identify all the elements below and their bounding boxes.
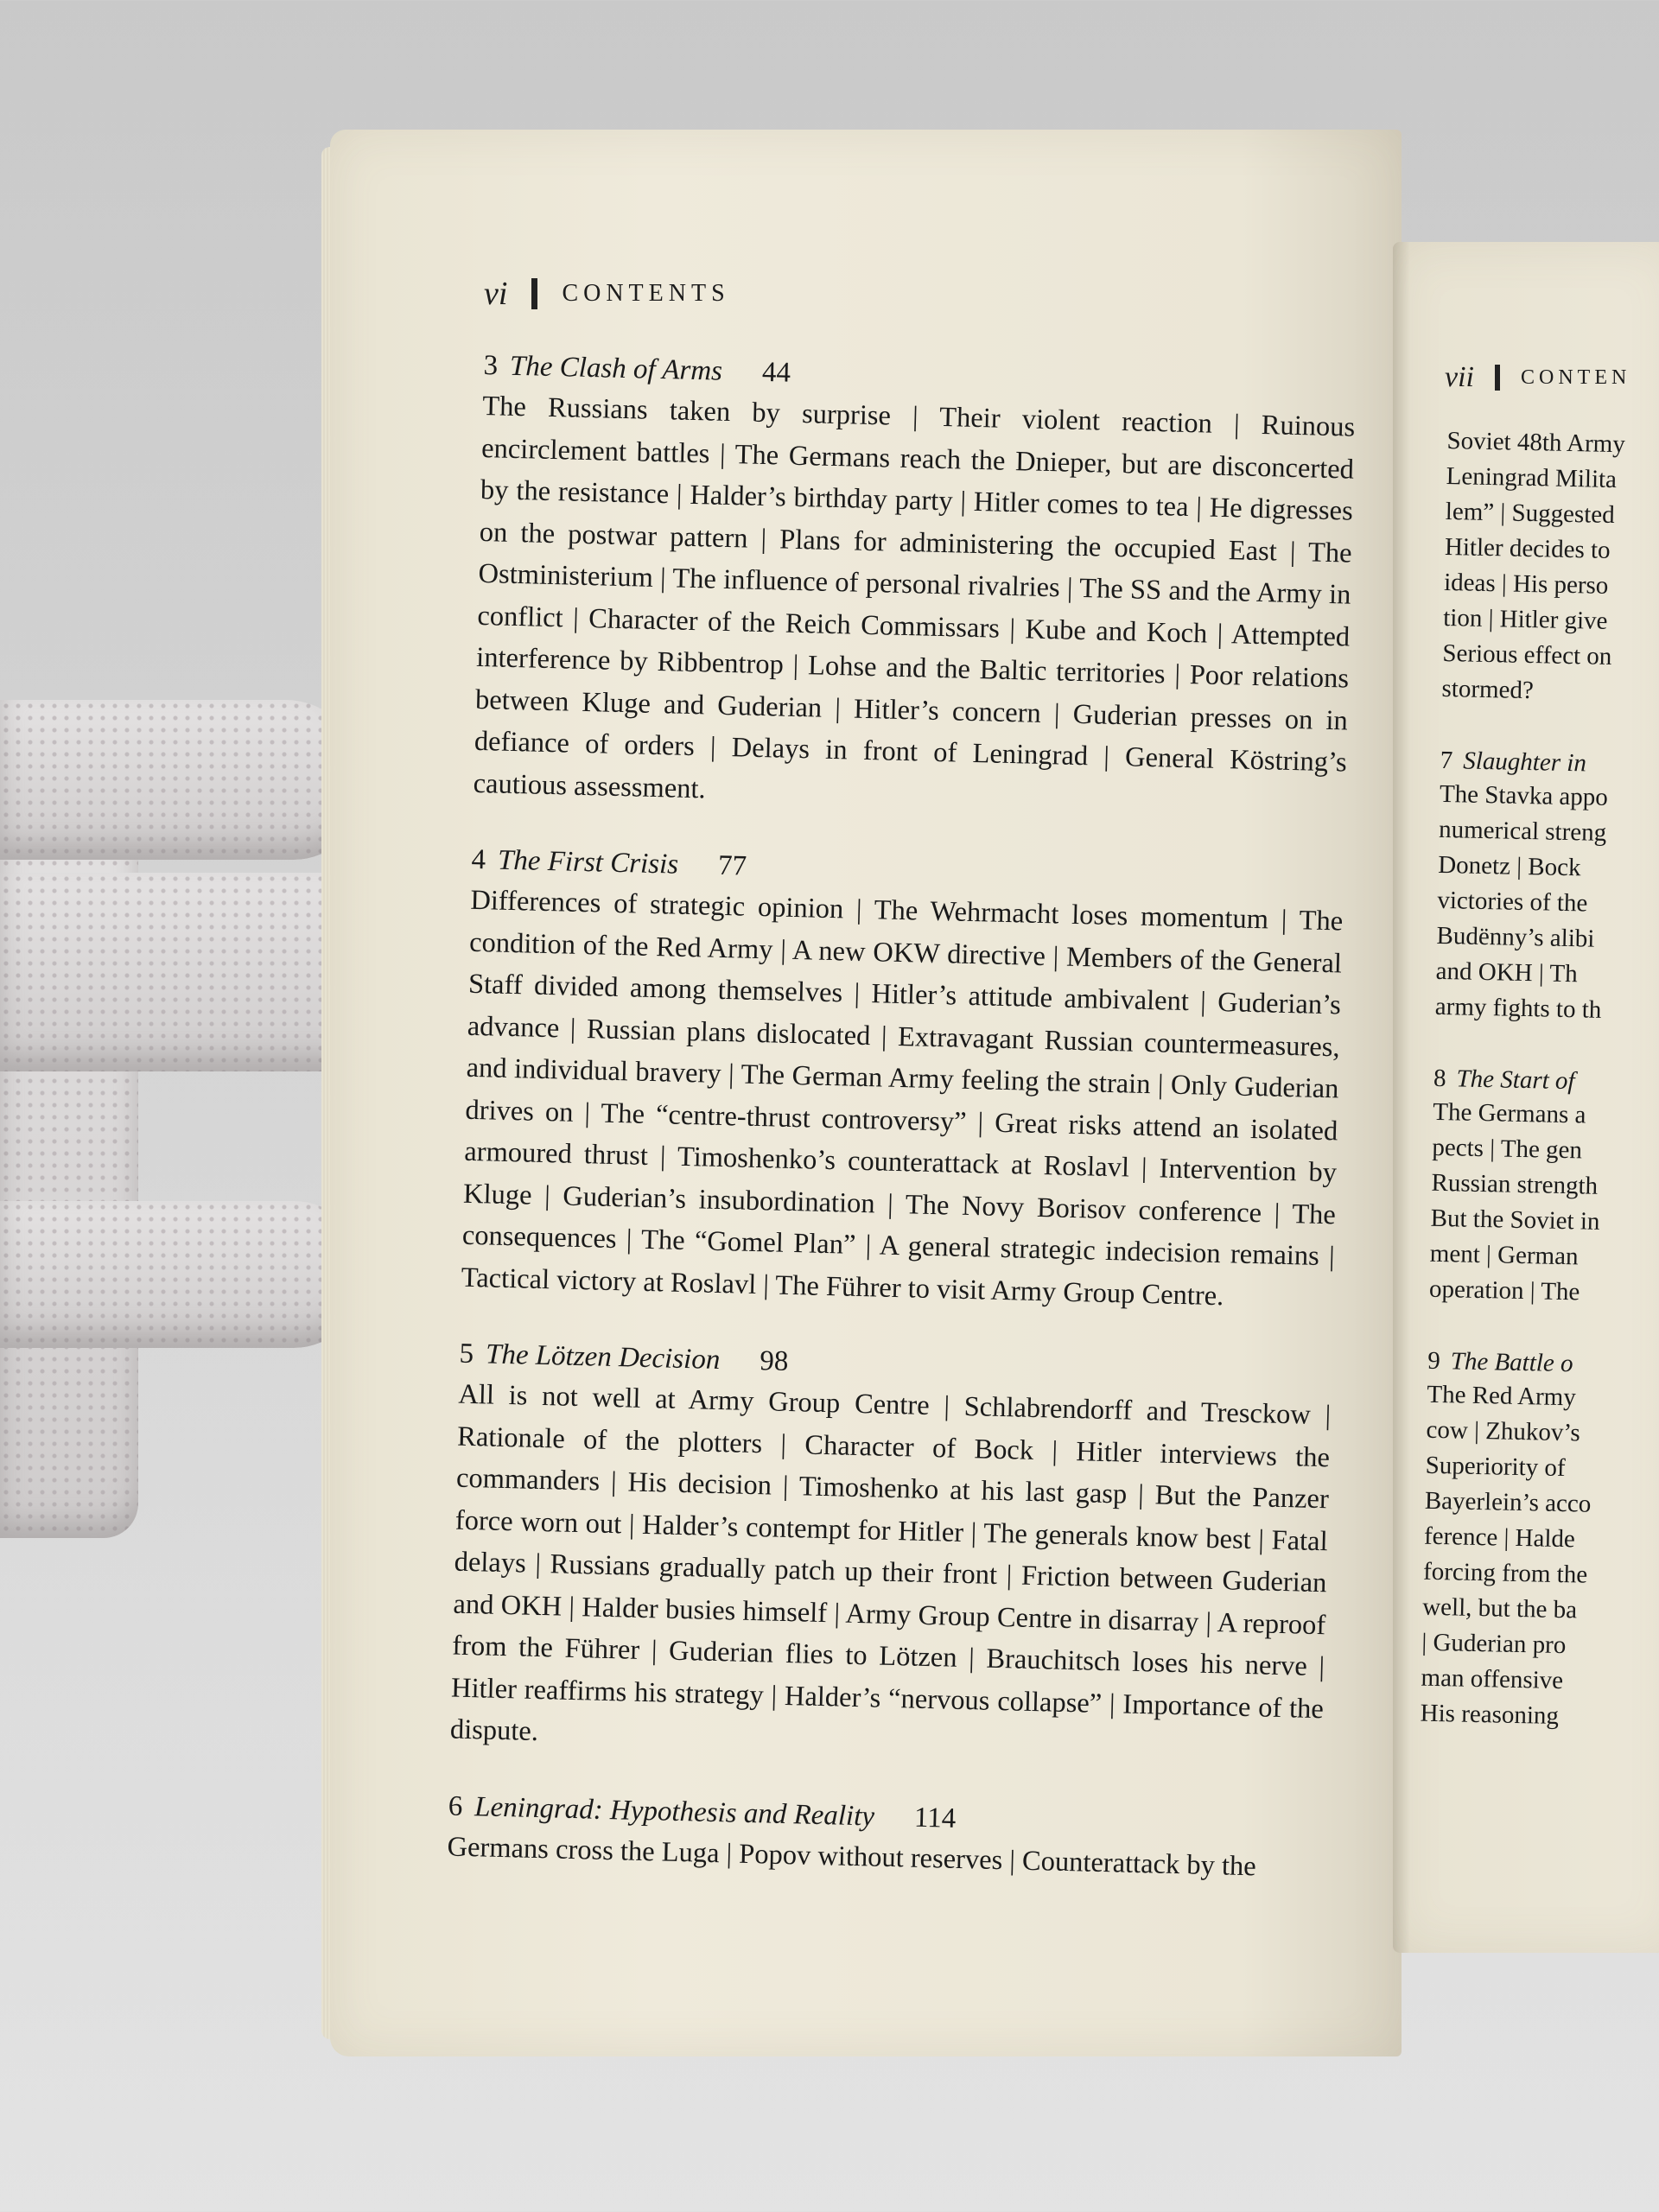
right-page-contents bbox=[1419, 423, 1659, 1776]
chapter-page: 44 bbox=[761, 356, 791, 389]
text-line: well, but the ba bbox=[1421, 1592, 1578, 1624]
text-line: ideas | His perso bbox=[1443, 568, 1609, 600]
chapter-entry bbox=[447, 1790, 1321, 1889]
chapter-entry bbox=[1429, 1065, 1659, 1313]
text-line: Russian strength bbox=[1431, 1168, 1599, 1200]
chapter-number: 6 bbox=[448, 1790, 463, 1822]
chapter-number: 8 bbox=[1433, 1064, 1446, 1093]
left-running-head bbox=[484, 275, 730, 313]
text-line: | Guderian pro bbox=[1421, 1628, 1567, 1660]
text-line: victories of the bbox=[1437, 886, 1588, 918]
text-line: Serious effect on bbox=[1442, 639, 1612, 671]
text-line: operation | The bbox=[1428, 1274, 1580, 1306]
chapter-number: 7 bbox=[1440, 746, 1453, 775]
text-line: Superiority of bbox=[1425, 1451, 1566, 1483]
chapter-title: The Battle o bbox=[1450, 1347, 1573, 1378]
chapter-title: Slaughter in bbox=[1462, 747, 1587, 778]
chapter-title: The Start of bbox=[1456, 1065, 1575, 1096]
chapter-entry bbox=[449, 1338, 1332, 1772]
text-line: Bayerlein’s acco bbox=[1424, 1486, 1592, 1518]
chapter-number: 9 bbox=[1427, 1346, 1441, 1376]
text-line: forcing from the bbox=[1422, 1557, 1588, 1589]
text-line: ference | Halde bbox=[1423, 1522, 1576, 1554]
chapter-title: Leningrad: Hypothesis and Reality bbox=[474, 1790, 875, 1833]
right-running-head bbox=[1445, 361, 1630, 394]
chapter-entry bbox=[1434, 747, 1659, 1030]
text-line: Budënny’s alibi bbox=[1436, 921, 1595, 953]
text-line: tion | Hitler give bbox=[1442, 603, 1608, 635]
chapter-number: 3 bbox=[483, 350, 499, 382]
chapter-heading bbox=[1440, 747, 1659, 780]
text-line: army fights to th bbox=[1434, 992, 1602, 1024]
chapter-title: The Clash of Arms bbox=[509, 350, 723, 387]
chapter-summary: All is not well at Army Group Centre | Schlabrendorff and Tresckow | Rationale of the plotters | Character of Bock | Hitler interviews the commanders | His decision | Timoshenko at his last gasp | But the Panzer force worn out | Halder’s contempt for Hitler | The generals know best | Fatal delays | Russians gradually patch up their front | Friction between Guderian and OKH | Halder busies himself | Army Group Centre in disarray | A reproof from the Führer | Guderian flies to Lötzen | Brauchitsch loses his nerve | Hitler reaffirms his strategy | Halder’s “nervous collapse” | Importance of the dispute. bbox=[449, 1378, 1332, 1748]
glove-finger-top bbox=[0, 700, 363, 860]
text-line: stormed? bbox=[1441, 674, 1535, 705]
chapter-entry bbox=[473, 350, 1357, 826]
glove-finger-bottom bbox=[0, 1201, 363, 1348]
chapter-number: 5 bbox=[459, 1338, 474, 1370]
continued-chapter bbox=[1441, 423, 1659, 712]
text-line: and OKH | Th bbox=[1435, 957, 1578, 988]
chapter-page: 114 bbox=[913, 1802, 957, 1834]
chapter-heading bbox=[1427, 1347, 1659, 1381]
chapter-heading bbox=[1433, 1065, 1659, 1098]
running-head-divider bbox=[1495, 365, 1500, 391]
text-line: The Stavka appo bbox=[1439, 779, 1609, 811]
left-page-contents bbox=[446, 350, 1357, 1929]
text-line: The Germans a bbox=[1432, 1097, 1586, 1129]
chapter-summary: The Russians taken by surprise | Their violent reaction | Ruinous encirclement battles | The Germans reach the Dnieper, but are disconcerted by the resistance | Halder’s birthday party | Hitler comes to tea | He digresses on the postwar pattern | Plans for administering the occupied East | The Ostministerium | The influence of personal rivalries | The SS and the Army in conflict | Character of the Reich Commissars | Kube and Koch | Attempted interference by Ribbentrop | Lohse and the Baltic territories | Poor relations between Kluge and Guderian | Hitler’s concern | Guderian presses on in defiance of orders | Delays in front of Leningrad | General Köstring’s cautious assessment. bbox=[473, 390, 1356, 804]
chapter-entry bbox=[1420, 1347, 1659, 1737]
text-line: pects | The gen bbox=[1432, 1133, 1583, 1165]
text-line: lem” | Suggested bbox=[1445, 497, 1616, 530]
text-line: Leningrad Milita bbox=[1446, 461, 1618, 494]
text-line: Hitler decides to bbox=[1444, 532, 1611, 564]
text-line: But the Soviet in bbox=[1430, 1204, 1600, 1236]
chapter-title: The First Crisis bbox=[497, 844, 679, 880]
chapter-page: 77 bbox=[717, 849, 747, 882]
running-head-divider bbox=[531, 278, 537, 309]
chapter-entry bbox=[461, 844, 1344, 1320]
chapter-summary: Differences of strategic opinion | The Wehrmacht loses momentum | The condition of the Red Army | A new OKW directive | Members of the General Staff divided among themselves | Hitler’s attitude ambivalent | Guderian’s advance | Russian plans dislocated | Extravagant Russian countermeasures, and individual bravery | The German Army feeling the strain | Only Guderian drives on | The “centre-thrust controversy” | Great risks attend an isolated armoured thrust | Timoshenko’s counterattack at Roslavl | Intervention by Kluge | Guderian’s insubordination | The Novy Borisov conference | The consequences | The “Gomel Plan” | A general strategic indecision remains | Tactical victory at Roslavl | The Führer to visit Army Group Centre. bbox=[461, 884, 1344, 1312]
text-line: The Red Army bbox=[1427, 1380, 1577, 1412]
chapter-number: 4 bbox=[471, 843, 486, 876]
right-page-number: vii bbox=[1445, 361, 1474, 393]
chapter-title: The Lötzen Decision bbox=[485, 1338, 721, 1376]
chapter-summary: Germans cross the Luga | Popov without reserves | Counterattack by the bbox=[447, 1830, 1257, 1882]
right-running-head-title: CONTEN bbox=[1520, 365, 1631, 389]
text-line: numerical streng bbox=[1438, 815, 1607, 847]
left-running-head-title: CONTENTS bbox=[562, 280, 730, 307]
left-page-number: vi bbox=[484, 276, 508, 312]
chapter-page: 98 bbox=[759, 1345, 789, 1377]
text-line: Soviet 48th Army bbox=[1446, 426, 1626, 459]
text-line: ment | German bbox=[1429, 1239, 1579, 1271]
text-line: cow | Zhukov’s bbox=[1426, 1415, 1581, 1447]
text-line: His reasoning bbox=[1420, 1699, 1560, 1731]
text-line: man offensive bbox=[1421, 1663, 1564, 1695]
text-line: Donetz | Bock bbox=[1437, 850, 1581, 882]
